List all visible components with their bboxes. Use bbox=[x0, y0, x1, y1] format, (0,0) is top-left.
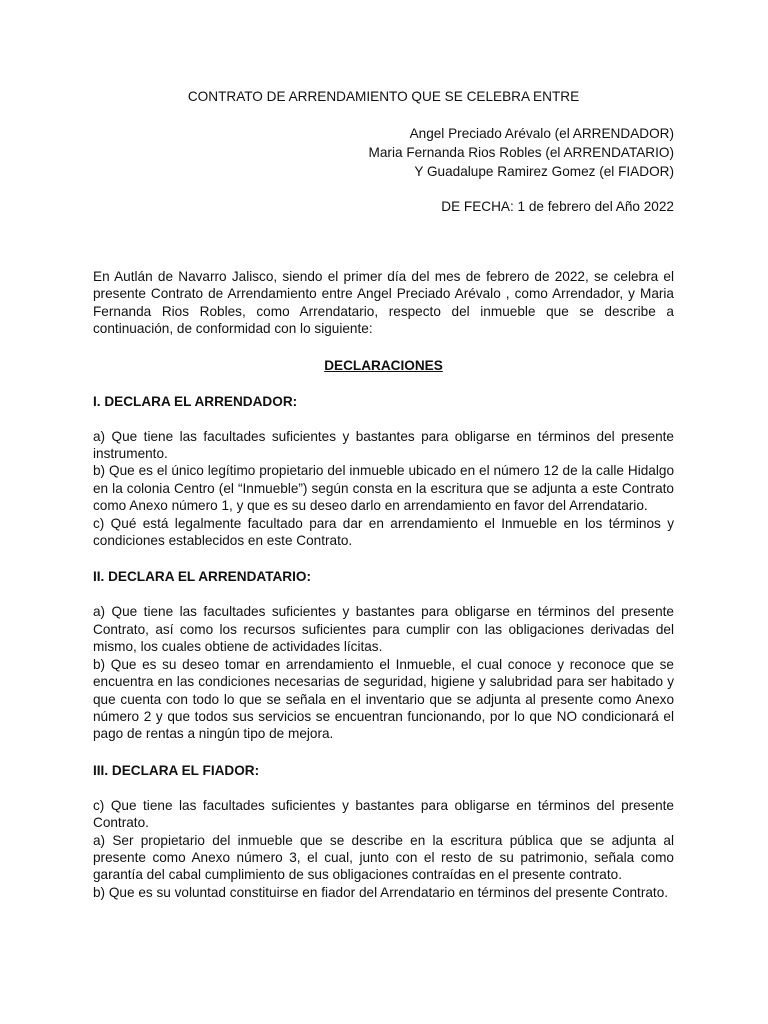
section-body-arrendatario bbox=[93, 603, 674, 742]
party-arrendatario: Maria Fernanda Rios Robles (el ARRENDATARIO) bbox=[368, 145, 674, 160]
clause-paragraph: a) Ser propietario del inmueble que se describe en la escritura pública que se adjunta al presente como Anexo número 3, el cual, junto con el resto de su patrimonio, señala como garantía del cabal cumplimiento de sus obligaciones contraídas en el presente contrato. bbox=[93, 832, 674, 883]
party-arrendador: Angel Preciado Arévalo (el ARRENDADOR) bbox=[409, 126, 674, 141]
document-title: CONTRATO DE ARRENDAMIENTO QUE SE CELEBRA ENTRE bbox=[187, 89, 580, 104]
declarations-title: DECLARACIONES bbox=[324, 357, 443, 373]
section-heading-arrendador: I. DECLARA EL ARRENDADOR: bbox=[93, 393, 298, 409]
date-line: DE FECHA: 1 de febrero del Año 2022 bbox=[441, 199, 674, 214]
clause-paragraph: b) Que es su voluntad constituirse en fiador del Arrendatario en términos del presente Contrato. bbox=[93, 884, 669, 900]
party-fiador: Y Guadalupe Ramirez Gomez (el FIADOR) bbox=[414, 164, 674, 179]
clause-paragraph: c) Qué está legalmente facultado para dar en arrendamiento el Inmueble en los términos y condiciones establecidos en este Contrato. bbox=[93, 515, 674, 549]
section-heading-fiador: III. DECLARA EL FIADOR: bbox=[93, 762, 260, 778]
section-body-fiador bbox=[93, 797, 674, 901]
section-body-arrendador bbox=[93, 428, 674, 550]
clause-paragraph: b) Que es el único legítimo propietario del inmueble ubicado en el número 12 de la calle Hidalgo en la colonia Centro (el “Inmueble”) según consta en la escritura que se adjunta a este Contrato como Anexo número 1, y que es su deseo darlo en arrendamiento en favor del Arrendatario. bbox=[93, 463, 674, 514]
clause-paragraph: c) Que tiene las facultades suficientes y bastantes para obligarse en términos del presente Contrato. bbox=[93, 797, 674, 831]
section-heading-arrendatario: II. DECLARA EL ARRENDATARIO: bbox=[93, 569, 311, 585]
clause-paragraph: a) Que tiene las facultades suficientes y bastantes para obligarse en términos del presente Contrato, así como los recursos suficientes para cumplir con las obligaciones derivadas del mismo, los cuales obtiene de actividades lícitas. bbox=[93, 604, 674, 655]
clause-paragraph: a) Que tiene las facultades suficientes y bastantes para obligarse en términos del presente instrumento. bbox=[93, 428, 674, 462]
parties-block bbox=[93, 124, 674, 181]
clause-paragraph: b) Que es su deseo tomar en arrendamiento el Inmueble, el cual conoce y reconoce que se encuentra en las condiciones necesarias de seguridad, higiene y salubridad para ser habitado y que cuenta con todo lo que se señala en el inventario que se adjunta al presente como Anexo número 2 y que todos sus servicios se encuentran funcionando, por lo que NO condicionará el pago de rentas a ningún tipo de mejora. bbox=[93, 656, 674, 742]
intro-paragraph: En Autlán de Navarro Jalisco, siendo el primer día del mes de febrero de 2022, se celebra el presente Contrato de Arrendamiento entre Angel Preciado Arévalo , como Arrendador, y Maria Fernanda Rios Robles, como Arrendatario, respecto del inmueble que se describe a continuación, de conformidad con lo siguiente: bbox=[93, 269, 674, 337]
